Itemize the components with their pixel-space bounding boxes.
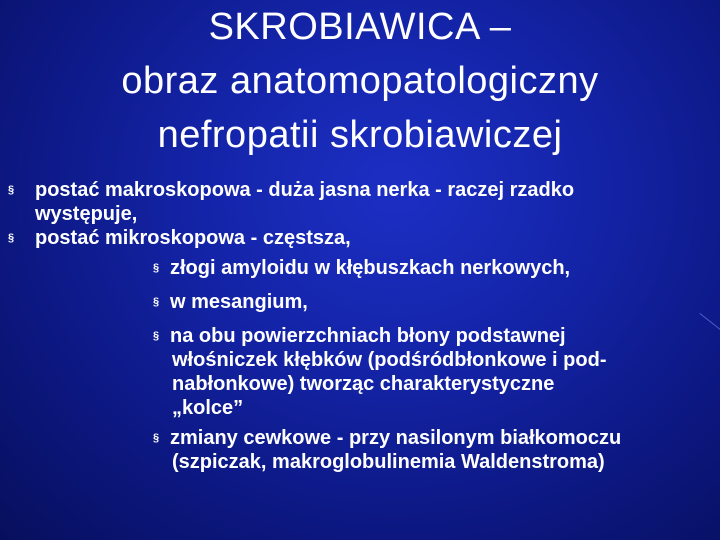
sub-list-item: w mesangium, xyxy=(170,291,308,313)
bullet-icon: § xyxy=(8,184,15,196)
list-item: postać makroskopowa - duża jasna nerka - raczej rzadko xyxy=(35,179,575,201)
title-line-3: nefropatii skrobiawiczej xyxy=(157,114,563,156)
bullet-icon: § xyxy=(153,296,160,308)
bullet-icon: § xyxy=(8,232,15,244)
title-line-1: SKROBIAWICA – xyxy=(208,6,512,48)
sub-list-item: (szpiczak, makroglobulinemia Waldenstroma) xyxy=(172,451,605,473)
sub-list-item: złogi amyloidu w kłębuszkach nerkowych, xyxy=(170,257,571,279)
sub-list-item: zmiany cewkowe - przy nasilonym białkomoczu xyxy=(170,427,622,449)
sub-list-item: włośniczek kłębków (podśródbłonkowe i pod- xyxy=(172,349,607,371)
decorative-line xyxy=(699,313,720,332)
bullet-icon: § xyxy=(153,262,160,274)
sub-list-item: nabłonkowe) tworząc charakterystyczne xyxy=(172,373,555,395)
title-line-2: obraz anatomopatologiczny xyxy=(121,60,599,102)
slide-title xyxy=(0,0,720,162)
bullet-icon: § xyxy=(153,432,160,444)
bullet-icon: § xyxy=(153,330,160,342)
sub-list-item: „kolce” xyxy=(172,397,244,419)
sub-list-item: na obu powierzchniach błony podstawnej xyxy=(170,325,566,347)
list-item: występuje, xyxy=(35,203,138,225)
list-item: postać mikroskopowa - częstsza, xyxy=(35,227,351,249)
